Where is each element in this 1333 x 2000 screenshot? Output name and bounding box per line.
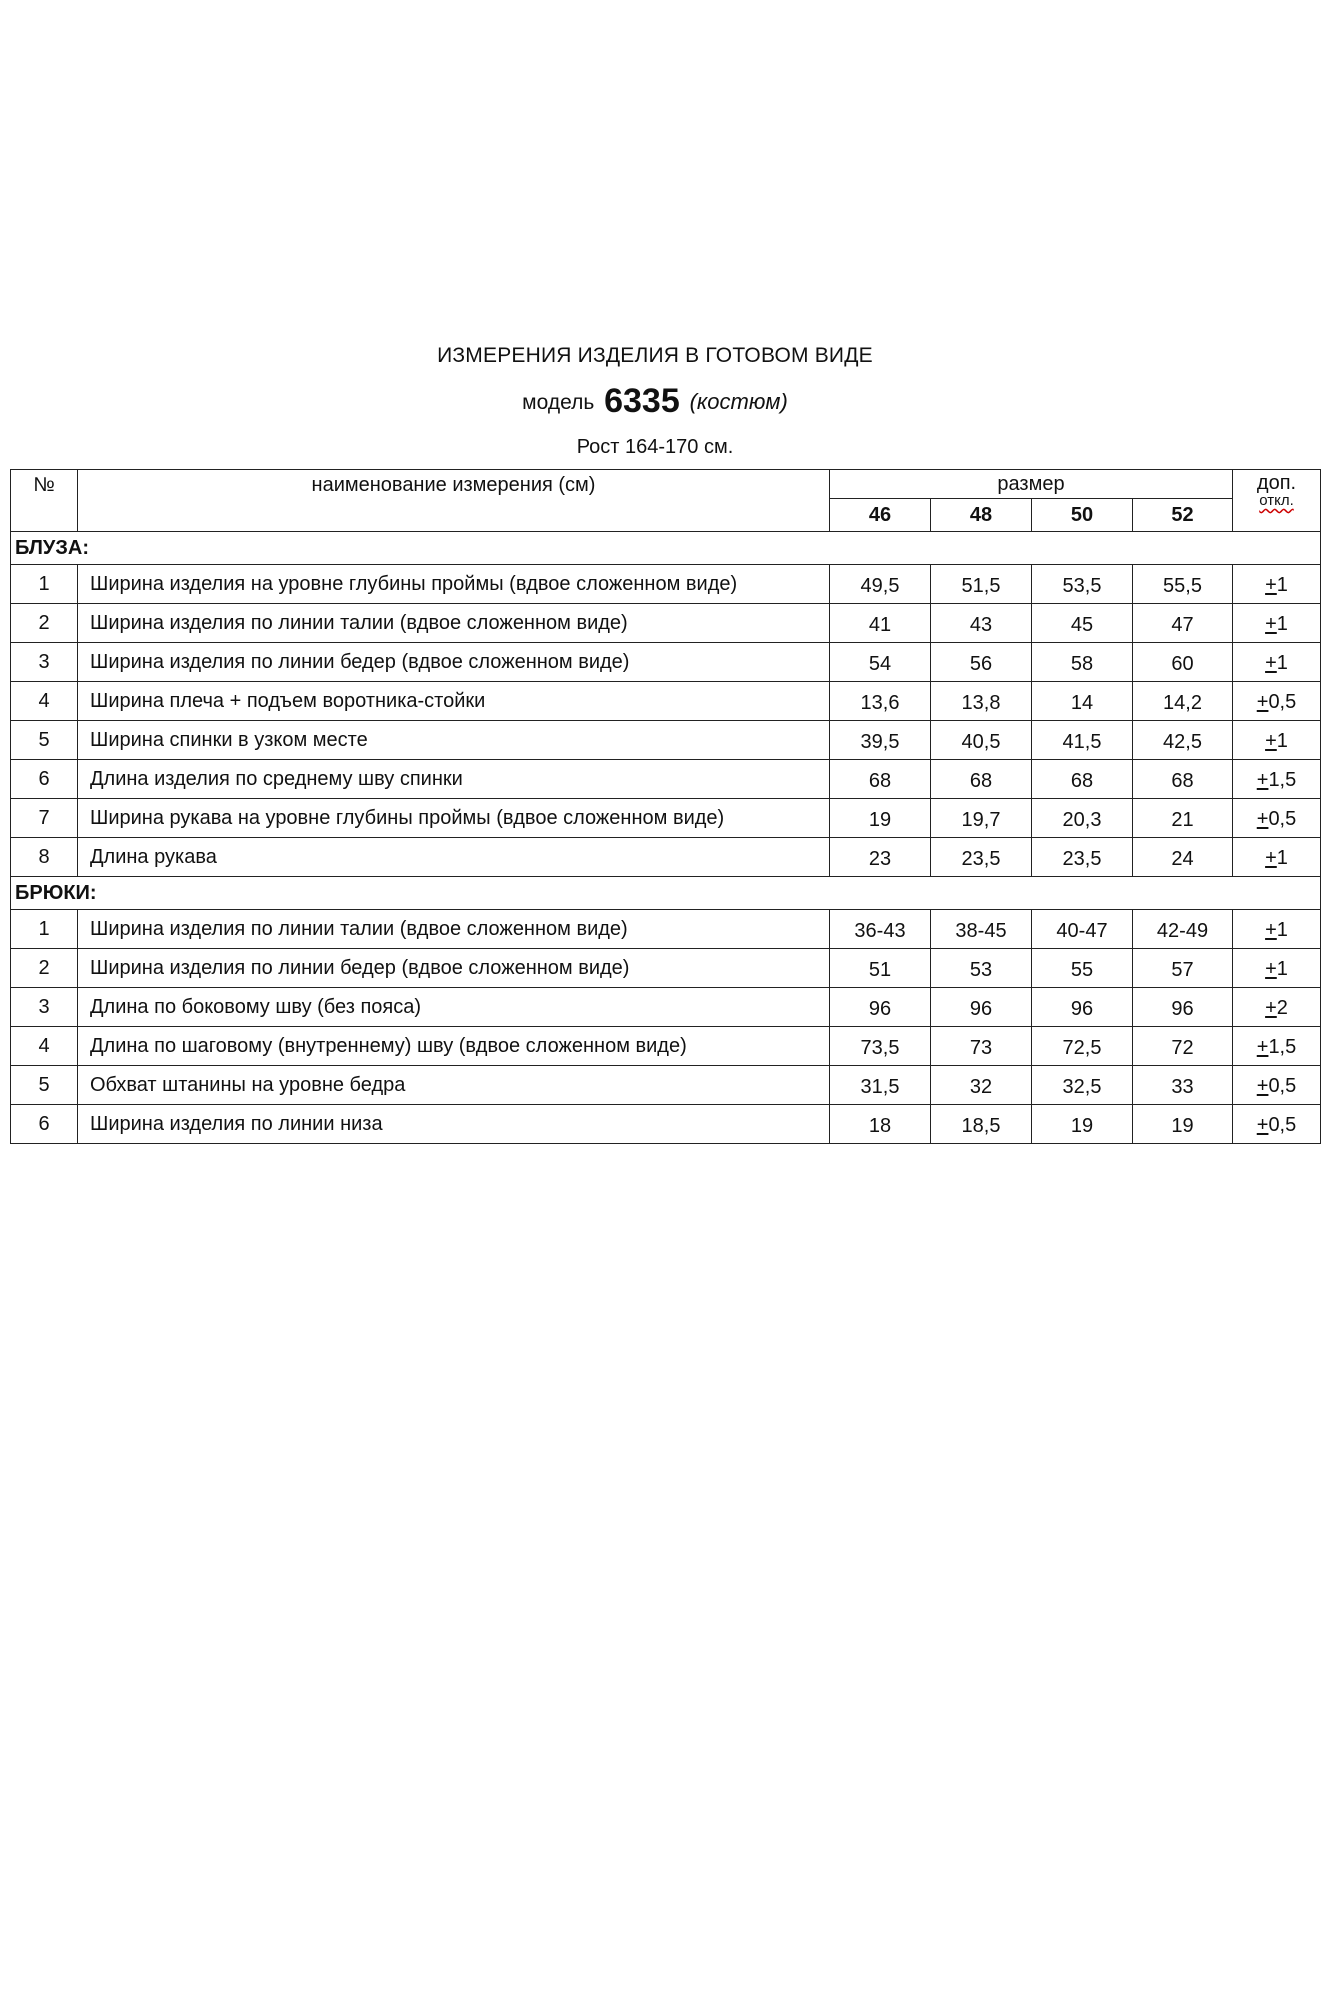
size-col: 50 — [1032, 499, 1133, 532]
measurement-name: Ширина изделия по линии бедер (вдвое сложенном виде) — [78, 949, 830, 988]
measurement-value: 38-45 — [931, 910, 1032, 949]
tolerance-value: 1 — [1276, 957, 1288, 980]
measurement-value: 68 — [1133, 760, 1233, 799]
model-line — [0, 382, 1310, 421]
tolerance-value: 2 — [1276, 996, 1288, 1019]
tolerance-cell — [1233, 760, 1321, 799]
tolerance-sign: + — [1256, 807, 1269, 830]
row-number: 1 — [11, 565, 78, 604]
measurement-name: Ширина рукава на уровне глубины проймы (вдвое сложенном виде) — [78, 799, 830, 838]
table-row — [11, 1027, 1321, 1066]
measurement-value: 19 — [830, 799, 931, 838]
measurement-value: 55 — [1032, 949, 1133, 988]
measurement-value: 51 — [830, 949, 931, 988]
measurement-name: Длина по боковому шву (без пояса) — [78, 988, 830, 1027]
measurement-value: 23 — [830, 838, 931, 877]
measurement-value: 68 — [1032, 760, 1133, 799]
measurement-value: 18,5 — [931, 1105, 1032, 1144]
section-title: БРЮКИ: — [11, 877, 1321, 910]
growth-label: Рост 164-170 см. — [576, 436, 734, 458]
model-type: (костюм) — [689, 389, 788, 414]
measurement-name: Ширина изделия по линии низа — [78, 1105, 830, 1144]
measurement-name: Ширина изделия по линии талии (вдвое сложенном виде) — [78, 604, 830, 643]
tolerance-cell — [1233, 910, 1321, 949]
measurement-name: Ширина спинки в узком месте — [78, 721, 830, 760]
measurement-value: 49,5 — [830, 565, 931, 604]
measurement-value: 19 — [1032, 1105, 1133, 1144]
measurement-value: 54 — [830, 643, 931, 682]
measurement-value: 96 — [830, 988, 931, 1027]
measurement-value: 43 — [931, 604, 1032, 643]
table-row — [11, 838, 1321, 877]
measurement-value: 21 — [1133, 799, 1233, 838]
tolerance-cell — [1233, 1027, 1321, 1066]
tolerance-sign: + — [1265, 651, 1277, 674]
measurement-value: 72 — [1133, 1027, 1233, 1066]
table-row — [11, 604, 1321, 643]
table-row — [11, 799, 1321, 838]
row-number: 6 — [11, 760, 78, 799]
measurement-value: 68 — [931, 760, 1032, 799]
measurement-value: 24 — [1133, 838, 1233, 877]
size-col: 48 — [931, 499, 1032, 532]
header-otkl: откл. — [1259, 492, 1294, 509]
tolerance-value: 1,5 — [1268, 768, 1297, 791]
measurement-value: 41,5 — [1032, 721, 1133, 760]
row-number: 6 — [11, 1105, 78, 1144]
measurement-name: Обхват штанины на уровне бедра — [78, 1066, 830, 1105]
measurement-value: 36-43 — [830, 910, 931, 949]
tolerance-sign: + — [1265, 729, 1277, 752]
tolerance-sign: + — [1256, 1074, 1269, 1097]
row-number: 1 — [11, 910, 78, 949]
table-row — [11, 1105, 1321, 1144]
tolerance-sign: + — [1265, 573, 1277, 596]
table-row — [11, 643, 1321, 682]
tolerance-cell — [1233, 565, 1321, 604]
measurement-value: 14 — [1032, 682, 1133, 721]
measurement-value: 19,7 — [931, 799, 1032, 838]
size-col: 52 — [1133, 499, 1233, 532]
measurement-value: 96 — [1133, 988, 1233, 1027]
section-row — [11, 532, 1321, 565]
measurement-value: 32 — [931, 1066, 1032, 1105]
header-name: наименование измерения (см) — [78, 470, 830, 532]
measurement-value: 55,5 — [1133, 565, 1233, 604]
row-number: 4 — [11, 1027, 78, 1066]
tolerance-value: 1 — [1276, 729, 1288, 752]
header-size: размер — [830, 470, 1233, 499]
measurement-name: Ширина плеча + подъем воротника-стойки — [78, 682, 830, 721]
measurement-value: 56 — [931, 643, 1032, 682]
tolerance-cell — [1233, 838, 1321, 877]
tolerance-cell — [1233, 1066, 1321, 1105]
tolerance-sign: + — [1256, 690, 1269, 713]
tolerance-sign: + — [1265, 846, 1277, 869]
measurement-value: 73,5 — [830, 1027, 931, 1066]
measurement-name: Ширина изделия по линии талии (вдвое сложенном виде) — [78, 910, 830, 949]
measurement-value: 40-47 — [1032, 910, 1133, 949]
tolerance-sign: + — [1265, 957, 1277, 980]
row-number: 3 — [11, 988, 78, 1027]
row-number: 5 — [11, 1066, 78, 1105]
measurement-value: 51,5 — [931, 565, 1032, 604]
table-row — [11, 1066, 1321, 1105]
measurement-value: 58 — [1032, 643, 1133, 682]
table-row — [11, 988, 1321, 1027]
table-row — [11, 949, 1321, 988]
tolerance-sign: + — [1256, 1035, 1269, 1058]
tolerance-sign: + — [1265, 918, 1277, 941]
table-row — [11, 760, 1321, 799]
row-number: 2 — [11, 604, 78, 643]
measurement-value: 39,5 — [830, 721, 931, 760]
measurement-value: 42,5 — [1133, 721, 1233, 760]
measurement-value: 19 — [1133, 1105, 1233, 1144]
tolerance-sign: + — [1256, 768, 1269, 791]
tolerance-value: 0,5 — [1268, 807, 1297, 830]
measurement-value: 53 — [931, 949, 1032, 988]
tolerance-value: 0,5 — [1268, 1113, 1297, 1136]
tolerance-sign: + — [1265, 612, 1277, 635]
measurement-value: 14,2 — [1133, 682, 1233, 721]
tolerance-cell — [1233, 682, 1321, 721]
header-dop: доп. — [1256, 472, 1297, 494]
tolerance-value: 0,5 — [1268, 1074, 1297, 1097]
measurement-value: 73 — [931, 1027, 1032, 1066]
table-row — [11, 910, 1321, 949]
measurement-value: 20,3 — [1032, 799, 1133, 838]
measurement-value: 23,5 — [1032, 838, 1133, 877]
measurement-value: 32,5 — [1032, 1066, 1133, 1105]
measurement-value: 96 — [1032, 988, 1133, 1027]
tolerance-cell — [1233, 1105, 1321, 1144]
row-number: 7 — [11, 799, 78, 838]
tolerance-cell — [1233, 799, 1321, 838]
measurement-name: Ширина изделия на уровне глубины проймы (вдвое сложенном виде) — [78, 565, 830, 604]
tolerance-value: 1,5 — [1268, 1035, 1297, 1058]
measurement-value: 40,5 — [931, 721, 1032, 760]
measurement-value: 33 — [1133, 1066, 1233, 1105]
tolerance-value: 1 — [1276, 612, 1288, 635]
measurement-value: 47 — [1133, 604, 1233, 643]
measurement-value: 96 — [931, 988, 1032, 1027]
measurement-name: Длина по шаговому (внутреннему) шву (вдвое сложенном виде) — [78, 1027, 830, 1066]
measurement-value: 57 — [1133, 949, 1233, 988]
tolerance-cell — [1233, 721, 1321, 760]
measurement-value: 42-49 — [1133, 910, 1233, 949]
tolerance-sign: + — [1256, 1113, 1269, 1136]
measurement-value: 13,6 — [830, 682, 931, 721]
measurement-value: 41 — [830, 604, 931, 643]
tolerance-value: 1 — [1276, 651, 1288, 674]
measurement-value: 68 — [830, 760, 931, 799]
tolerance-cell — [1233, 988, 1321, 1027]
section-row — [11, 877, 1321, 910]
model-prefix: модель — [522, 391, 595, 414]
header-tolerance — [1233, 470, 1321, 532]
document-title: ИЗМЕРЕНИЯ ИЗДЕЛИЯ В ГОТОВОМ ВИДЕ — [437, 344, 873, 367]
table-row — [11, 721, 1321, 760]
row-number: 4 — [11, 682, 78, 721]
measurement-name: Ширина изделия по линии бедер (вдвое сложенном виде) — [78, 643, 830, 682]
measurement-value: 18 — [830, 1105, 931, 1144]
measurement-value: 53,5 — [1032, 565, 1133, 604]
model-number: 6335 — [604, 382, 680, 420]
measurement-name: Длина рукава — [78, 838, 830, 877]
measurement-name: Длина изделия по среднему шву спинки — [78, 760, 830, 799]
table-row — [11, 565, 1321, 604]
measurement-value: 72,5 — [1032, 1027, 1133, 1066]
measurement-value: 13,8 — [931, 682, 1032, 721]
measurement-value: 31,5 — [830, 1066, 931, 1105]
section-title: БЛУЗА: — [11, 532, 1321, 565]
tolerance-value: 1 — [1276, 573, 1288, 596]
header-no: № — [11, 470, 78, 532]
tolerance-sign: + — [1265, 996, 1277, 1019]
tolerance-cell — [1233, 643, 1321, 682]
row-number: 8 — [11, 838, 78, 877]
measurement-value: 45 — [1032, 604, 1133, 643]
measurement-value: 60 — [1133, 643, 1233, 682]
row-number: 2 — [11, 949, 78, 988]
measurements-table — [10, 469, 1321, 1144]
table-row — [11, 682, 1321, 721]
table-header-row — [11, 470, 1321, 499]
row-number: 5 — [11, 721, 78, 760]
tolerance-value: 0,5 — [1268, 690, 1297, 713]
tolerance-cell — [1233, 604, 1321, 643]
tolerance-cell — [1233, 949, 1321, 988]
row-number: 3 — [11, 643, 78, 682]
size-col: 46 — [830, 499, 931, 532]
tolerance-value: 1 — [1276, 918, 1288, 941]
measurement-value: 23,5 — [931, 838, 1032, 877]
tolerance-value: 1 — [1276, 846, 1288, 869]
